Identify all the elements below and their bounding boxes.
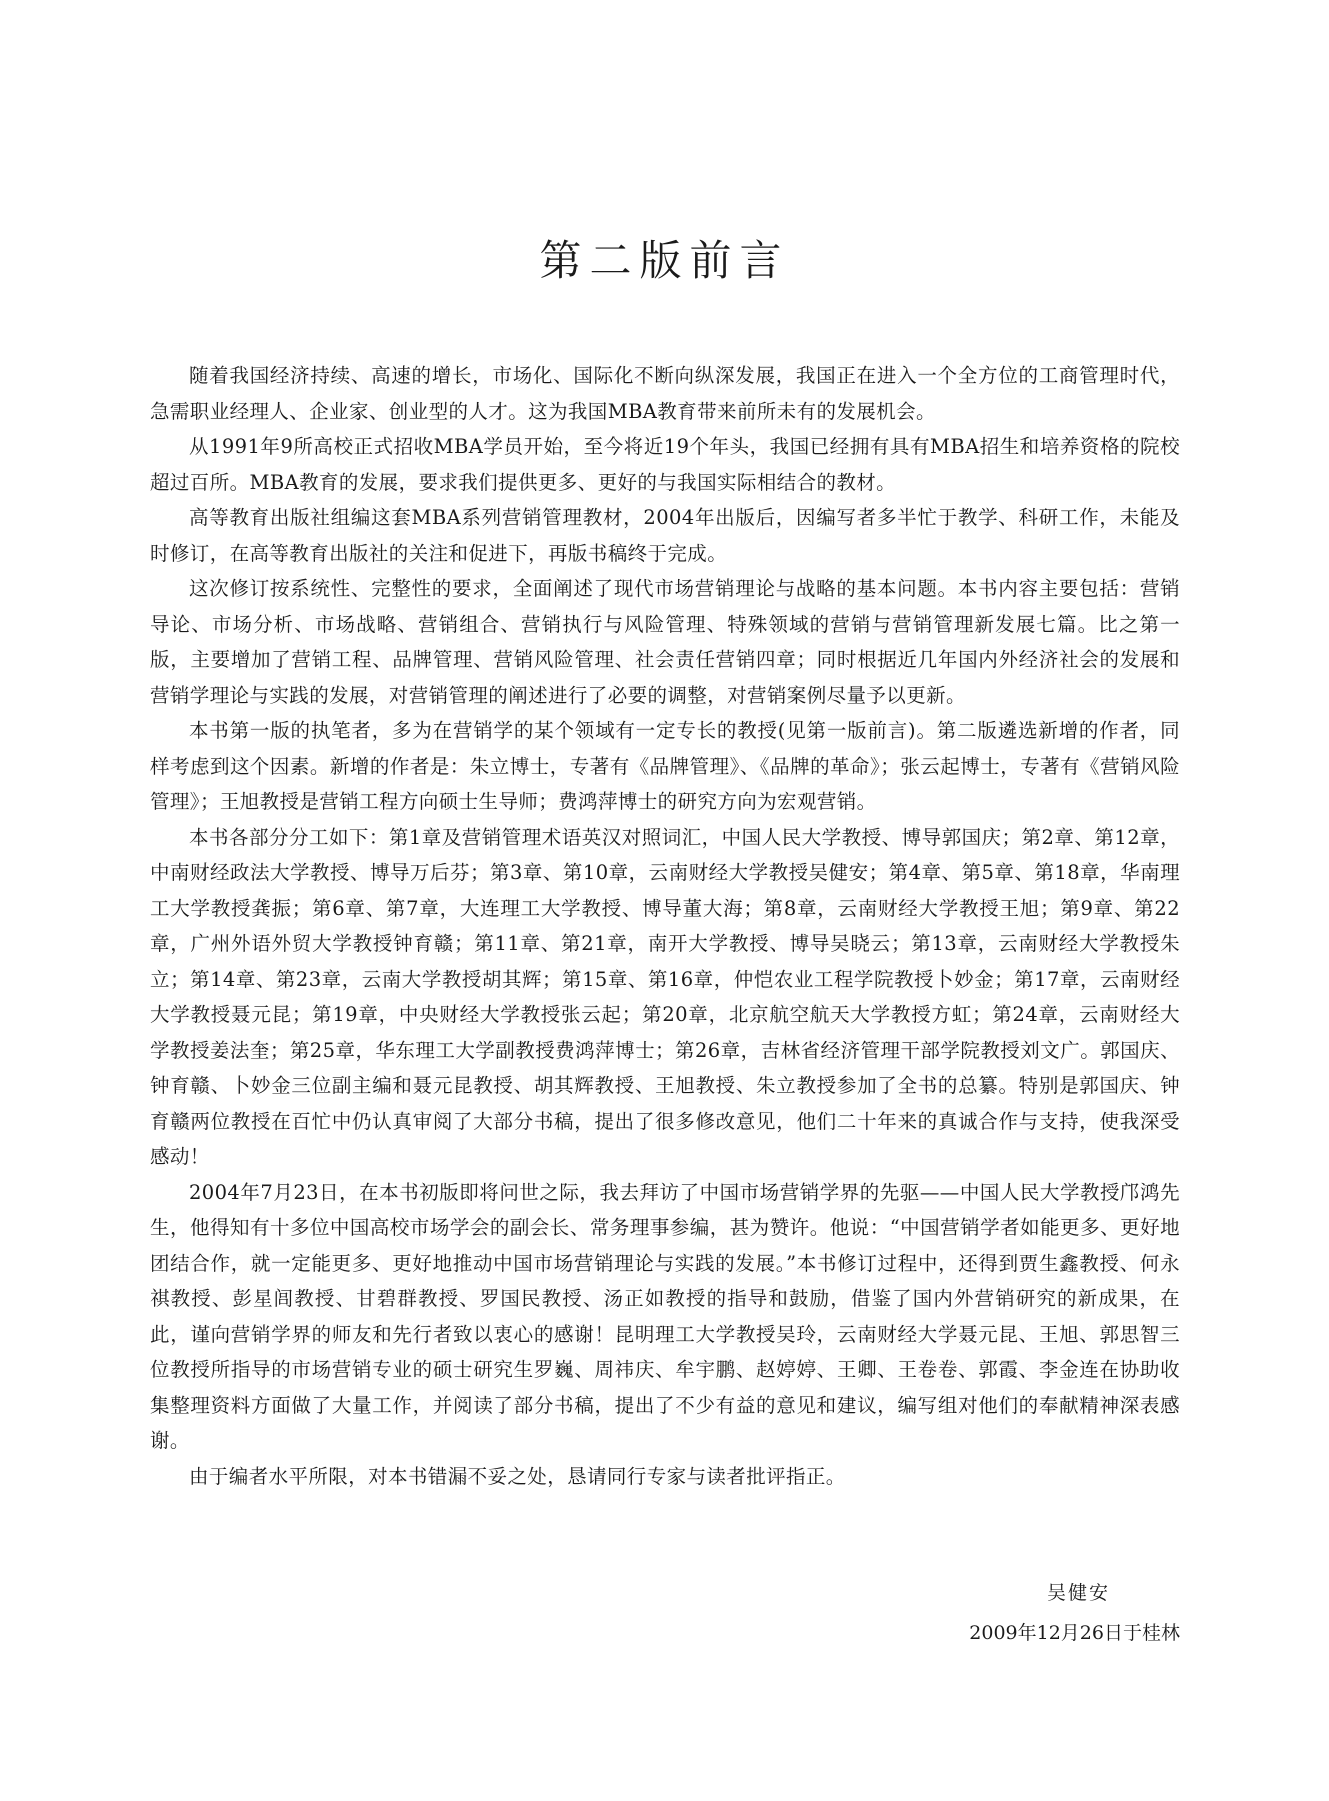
paragraph-8: 由于编者水平所限，对本书错漏不妥之处，恳请同行专家与读者批评指正。 [189,1464,846,1488]
paragraph-2: 从1991年9所高校正式招收MBA学员开始，至今将近19个年头，我国已经拥有具有MBA招生和培养资格的院校超过百所。MBA教育的发展，要求我们提供更多、更好的与我国实际相结合的教材。 [150,435,1180,494]
preface-body [150,358,1180,1494]
signature-name: 吴健安 [1046,1582,1110,1604]
paragraph-5: 本书第一版的执笔者，多为在营销学的某个领域有一定专长的教授(见第一版前言)。第二版遴选新增的作者，同样考虑到这个因素。新增的作者是：朱立博士，专著有《品牌管理》、《品牌的革命》；张云起博士，专著有《营销风险管理》；王旭教授是营销工程方向硕士生导师；费鸿萍博士的研究方向为宏观营销。 [150,719,1180,813]
paragraph-7: 2004年7月23日，在本书初版即将问世之际，我去拜访了中国市场营销学界的先驱——中国人民大学教授邝鸿先生，他得知有十多位中国高校市场学会的副会长、常务理事参编，甚为赞许。他说：“中国营销学者如能更多、更好地团结合作，就一定能更多、更好地推动中国市场营销理论与实践的发展。”本书修订过程中，还得到贾生鑫教授、何永祺教授、彭星闾教授、甘碧群教授、罗国民教授、汤正如教授的指导和鼓励，借鉴了国内外营销研究的新成果，在此，谨向营销学界的师友和先行者致以衷心的感谢！昆明理工大学教授吴玲，云南财经大学聂元昆、王旭、郭思智三位教授所指导的市场营销专业的硕士研究生罗巍、周祎庆、牟宇鹏、赵婷婷、王卿、王卷卷、郭霞、李金连在协助收集整理资料方面做了大量工作，并阅读了部分书稿，提出了不少有益的意见和建议，编写组对他们的奉献精神深表感谢。 [150,1180,1180,1452]
signature-date: 2009年12月26日于桂林 [969,1622,1180,1644]
paragraph-1: 随着我国经济持续、高速的增长，市场化、国际化不断向纵深发展，我国正在进入一个全方位的工商管理时代，急需职业经理人、企业家、创业型的人才。这为我国MBA教育带来前所未有的发展机会。 [150,364,1180,423]
paragraph-3: 高等教育出版社组编这套MBA系列营销管理教材，2004年出版后，因编写者多半忙于教学、科研工作，未能及时修订，在高等教育出版社的关注和促进下，再版书稿终于完成。 [150,506,1180,565]
paragraph-6: 本书各部分分工如下：第1章及营销管理术语英汉对照词汇，中国人民大学教授、博导郭国庆；第2章、第12章，中南财经政法大学教授、博导万后芬；第3章、第10章，云南财经大学教授吴健安；第4章、第5章、第18章，华南理工大学教授龚振；第6章、第7章，大连理工大学教授、博导董大海；第8章，云南财经大学教授王旭；第9章、第22章，广州外语外贸大学教授钟育赣；第11章、第21章，南开大学教授、博导吴晓云；第13章，云南财经大学教授朱立；第14章、第23章，云南大学教授胡其辉；第15章、第16章，仲恺农业工程学院教授卜妙金；第17章，云南财经大学教授聂元昆；第19章，中央财经大学教授张云起；第20章，北京航空航天大学教授方虹；第24章，云南财经大学教授姜法奎；第25章，华东理工大学副教授费鸿萍博士；第26章，吉林省经济管理干部学院教授刘文广。郭国庆、钟育赣、卜妙金三位副主编和聂元昆教授、胡其辉教授、王旭教授、朱立教授参加了全书的总纂。特别是郭国庆、钟育赣两位教授在百忙中仍认真审阅了大部分书稿，提出了很多修改意见，他们二十年来的真诚合作与支持，使我深受感动！ [150,825,1180,1168]
page-title: 第二版前言 [539,236,790,285]
paragraph-4: 这次修订按系统性、完整性的要求，全面阐述了现代市场营销理论与战略的基本问题。本书内容主要包括：营销导论、市场分析、市场战略、营销组合、营销执行与风险管理、特殊领域的营销与营销管理新发展七篇。比之第一版，主要增加了营销工程、品牌管理、营销风险管理、社会责任营销四章；同时根据近几年国内外经济社会的发展和营销学理论与实践的发展，对营销管理的阐述进行了必要的调整，对营销案例尽量予以更新。 [150,577,1180,707]
